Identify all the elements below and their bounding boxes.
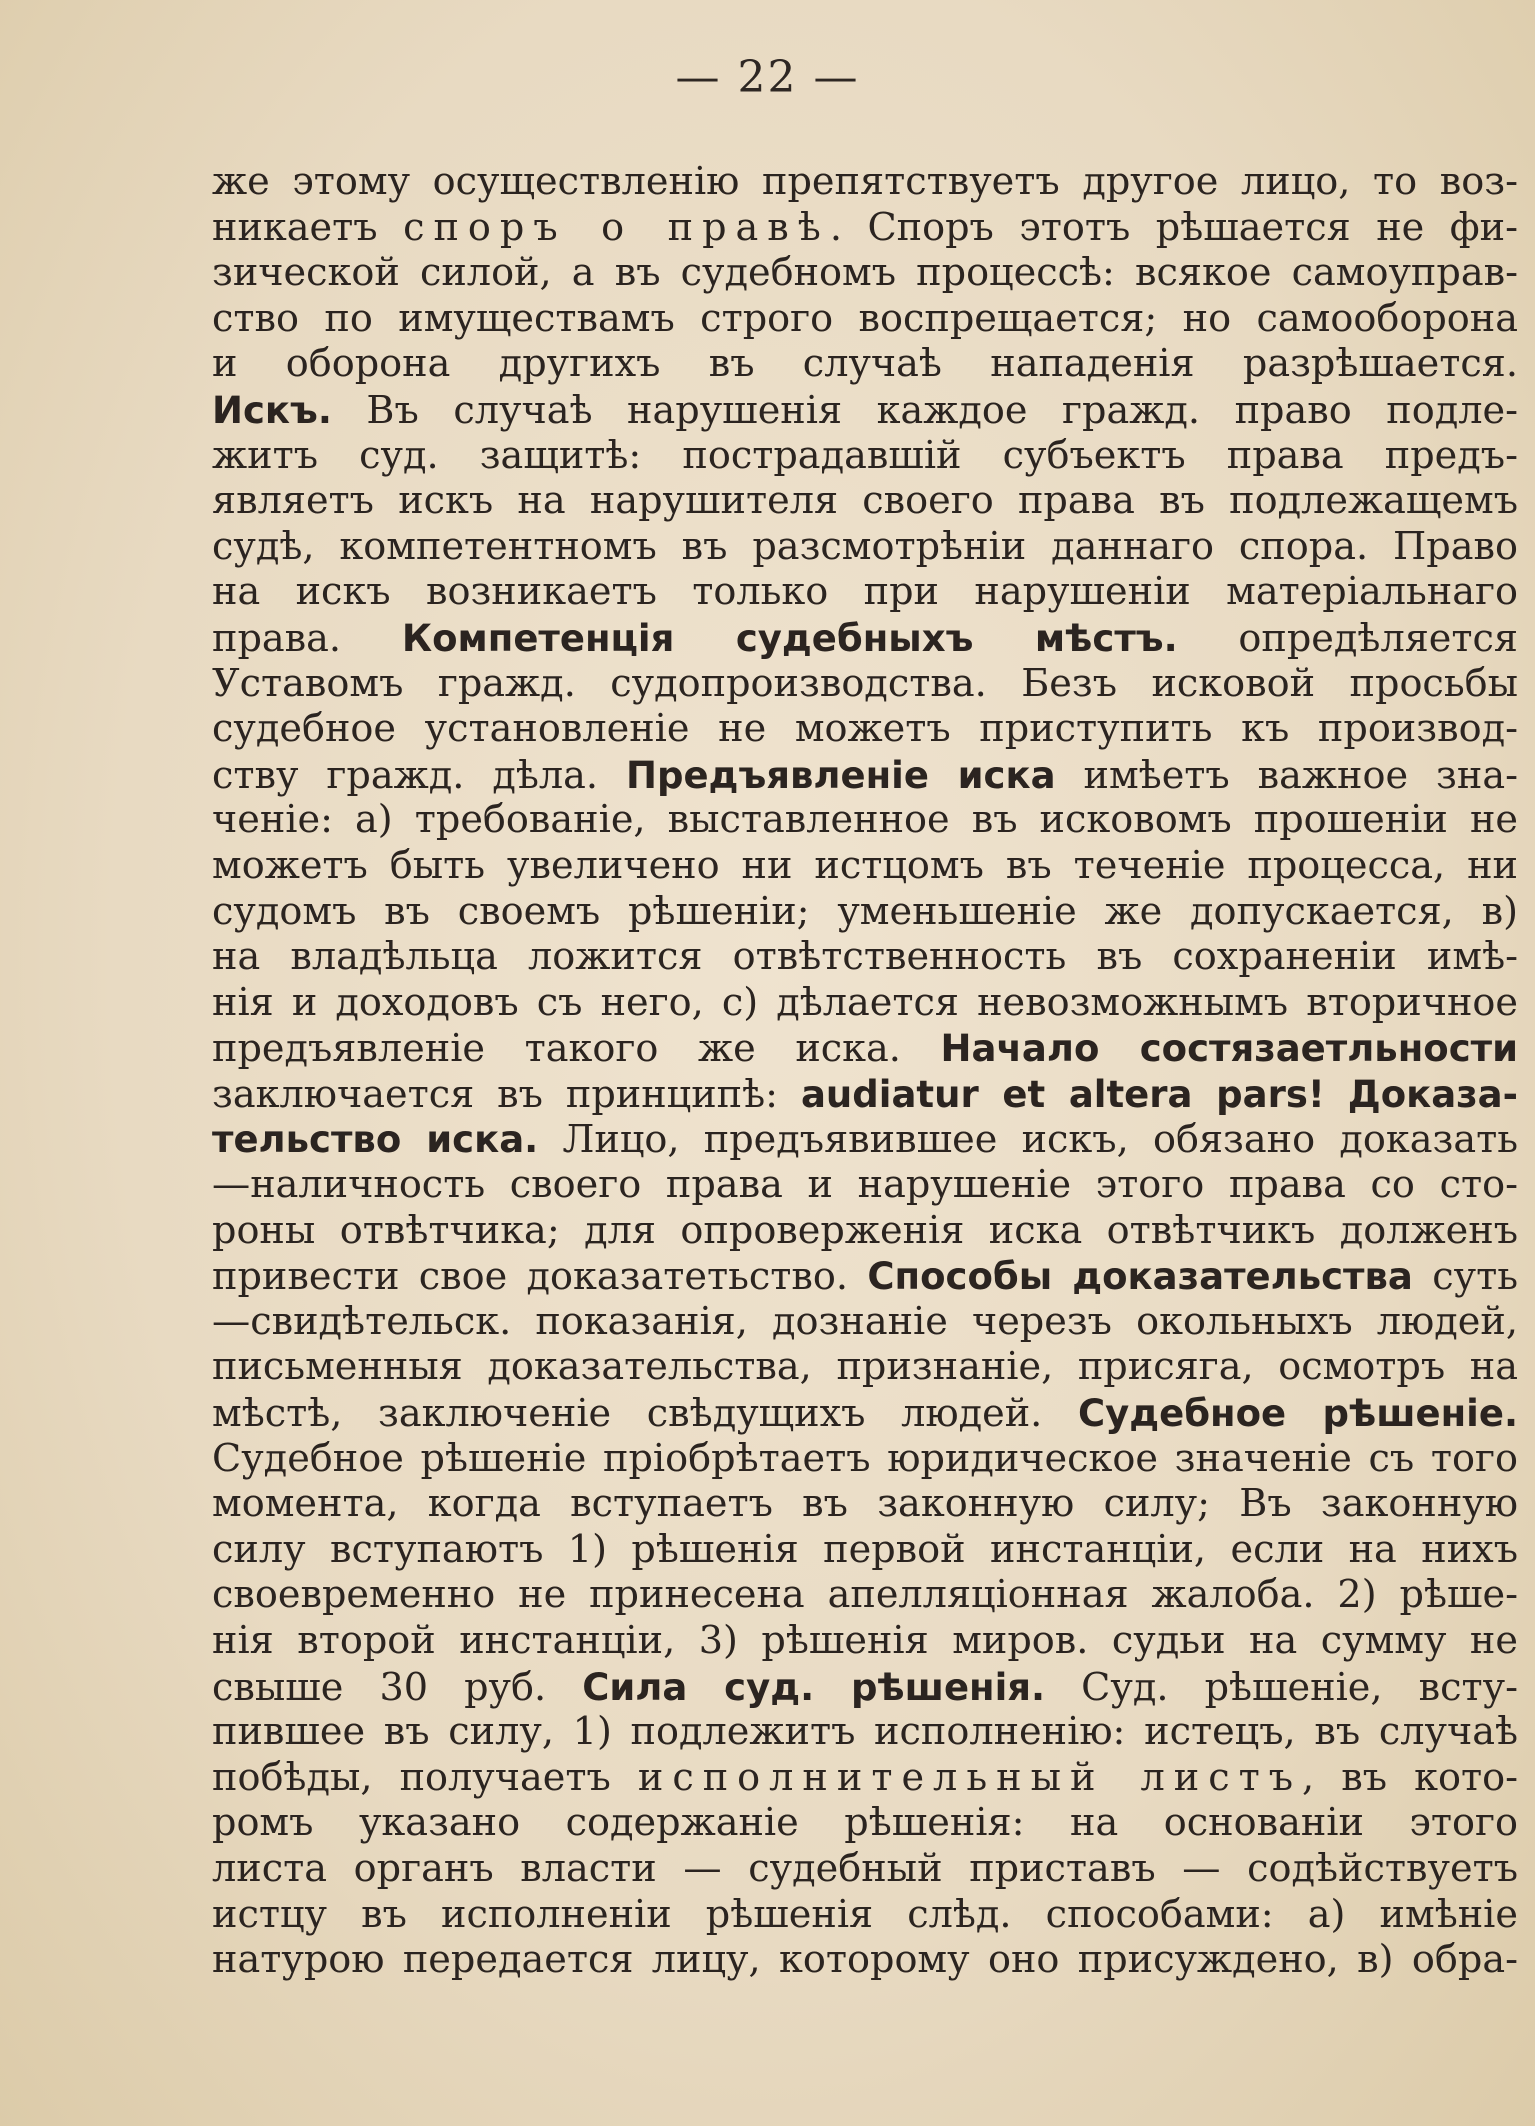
text-line	[212, 297, 1518, 343]
text-line	[212, 1026, 1518, 1072]
bold-heading-span: Способы доказательства	[867, 1255, 1413, 1299]
text-line	[212, 707, 1518, 753]
text-span: никаетъ	[212, 205, 404, 250]
text-span: —наличность своего права и нарушеніе этого права со сто-	[212, 1163, 1518, 1208]
text-line	[212, 844, 1518, 890]
text-span	[1325, 1073, 1348, 1117]
text-span: истцу въ исполненіи рѣшенія слѣд. способами: а) имѣніе	[212, 1892, 1518, 1937]
text-line	[212, 1254, 1518, 1300]
text-line	[212, 1528, 1518, 1574]
text-line	[212, 1710, 1518, 1756]
bold-heading-span: Сила суд. рѣшенія.	[582, 1665, 1046, 1709]
text-span: привести свое доказатетьство.	[212, 1255, 868, 1300]
text-line	[212, 1938, 1518, 1984]
bold-heading-span: Искъ.	[212, 388, 332, 432]
text-span: силу вступаютъ 1) рѣшенія первой инстанціи, если на нихъ	[212, 1527, 1518, 1572]
text-span: судомъ въ своемъ рѣшеніи; уменьшеніе же допускается, в)	[212, 889, 1518, 934]
text-line	[212, 160, 1518, 206]
text-span: —свидѣтельск. показанія, дознаніе черезъ окольныхъ людей,	[212, 1299, 1518, 1344]
text-span: имѣетъ важное зна-	[1055, 753, 1518, 798]
bold-heading-span: тельство иска.	[212, 1118, 539, 1162]
text-span: Лицо, предъявившее искъ, обязано доказать	[538, 1118, 1518, 1163]
bold-heading-span: Начало состязаетльности	[940, 1027, 1518, 1071]
text-line	[212, 1163, 1518, 1209]
text-span: опредѣляется	[1177, 616, 1518, 661]
text-line	[212, 206, 1518, 252]
bold-heading-span: Доказа-	[1347, 1072, 1519, 1116]
text-span: своевременно не принесена апелляціонная жалоба. 2) рѣше-	[212, 1573, 1518, 1618]
text-line	[212, 434, 1518, 480]
text-span: свыше 30 руб.	[212, 1665, 583, 1710]
text-line	[212, 1801, 1518, 1847]
text-line	[212, 1893, 1518, 1939]
text-span: права.	[212, 616, 402, 661]
text-span: судѣ, компетентномъ въ разсмотрѣніи даннаго спора. Право	[212, 524, 1518, 569]
text-span: ромъ указано содержаніе рѣшенія: на основаніи этого	[212, 1801, 1518, 1846]
spaced-term-span: споръ о правѣ	[403, 205, 830, 250]
text-line	[212, 798, 1518, 844]
text-line	[212, 662, 1518, 708]
text-span: являетъ искъ на нарушителя своего права въ подлежащемъ	[212, 479, 1518, 524]
text-line	[212, 525, 1518, 571]
text-line	[212, 1619, 1518, 1665]
text-span: мѣстѣ, заключеніе свѣдущихъ людей.	[212, 1392, 1078, 1437]
text-line	[212, 388, 1518, 434]
text-span: письменныя доказательства, признаніе, присяга, осмотръ на	[212, 1345, 1518, 1390]
bold-heading-span: Компетенція судебныхъ мѣстъ.	[401, 616, 1178, 660]
text-line	[212, 479, 1518, 525]
text-line	[212, 935, 1518, 981]
bold-heading-span: Судебное рѣшеніе.	[1077, 1392, 1518, 1436]
text-span: натурою передается лицу, которому оно присуждено, в) обра-	[212, 1938, 1518, 1983]
spaced-term-span: исполнительный листъ	[637, 1755, 1303, 1800]
text-line	[212, 1117, 1518, 1163]
text-line	[212, 1437, 1518, 1483]
bold-heading-span: Предъявленіе иска	[626, 753, 1056, 797]
text-span: зической силой, а въ судебномъ процессѣ: всякое самоуправ-	[212, 251, 1518, 296]
text-span: пившее въ силу, 1) подлежитъ исполненію: истецъ, въ случаѣ	[212, 1710, 1518, 1755]
text-line	[212, 1391, 1518, 1437]
text-line	[212, 981, 1518, 1027]
text-span: Въ случаѣ нарушенія каждое гражд. право подле-	[331, 388, 1518, 433]
text-line	[212, 1345, 1518, 1391]
text-line	[212, 570, 1518, 616]
text-span: ченіе: а) требованіе, выставленное въ исковомъ прошеніи не	[212, 798, 1518, 843]
text-span: заключается въ принципѣ:	[212, 1072, 801, 1117]
text-line	[212, 1756, 1518, 1802]
bold-heading-span: audiatur et altera pars!	[800, 1072, 1325, 1116]
text-span: ство по имуществамъ строго воспрещается; но самооборона	[212, 296, 1518, 341]
text-span: ству гражд. дѣла.	[212, 753, 627, 798]
text-span: можетъ быть увеличено ни истцомъ въ теченіе процесса, ни	[212, 843, 1518, 888]
text-span: роны отвѣтчика; для опроверженія иска отвѣтчикъ долженъ	[212, 1208, 1518, 1253]
text-line	[212, 342, 1518, 388]
text-span: на искъ возникаетъ только при нарушеніи матеріальнаго	[212, 570, 1518, 615]
text-span: нія и доходовъ съ него, с) дѣлается невозможнымъ вторичное	[212, 980, 1518, 1025]
body-text	[212, 160, 1518, 1984]
text-span: Суд. рѣшеніе, всту-	[1045, 1665, 1518, 1710]
text-line	[212, 1209, 1518, 1255]
text-span: же этому осуществленію препятствуетъ другое лицо, то воз-	[212, 160, 1518, 204]
text-line	[212, 1072, 1518, 1118]
text-span: предъявленіе такого же иска.	[212, 1027, 941, 1072]
text-span: Судебное рѣшеніе пріобрѣтаетъ юридическое значеніе съ того	[212, 1436, 1518, 1481]
page-number: — 22 —	[675, 52, 860, 103]
text-span: Уставомъ гражд. судопроизводства. Безъ исковой просьбы	[212, 661, 1518, 706]
text-span: на владѣльца ложится отвѣтственность въ сохраненіи имѣ-	[212, 935, 1518, 980]
text-line	[212, 1847, 1518, 1893]
text-line	[212, 890, 1518, 936]
text-span: . Споръ этотъ рѣшается не фи-	[829, 205, 1518, 250]
text-line	[212, 1482, 1518, 1528]
text-span: момента, когда вступаетъ въ законную силу; Въ законную	[212, 1482, 1518, 1527]
text-line	[212, 1665, 1518, 1711]
text-line	[212, 1573, 1518, 1619]
text-line	[212, 616, 1518, 662]
text-span: житъ суд. защитѣ: пострадавшій субъектъ права предъ-	[212, 433, 1518, 478]
text-span: судебное установленіе не можетъ приступить къ производ-	[212, 707, 1518, 752]
text-span: суть	[1412, 1255, 1518, 1300]
text-span: листа органъ власти — судебный приставъ — содѣйствуетъ	[212, 1846, 1518, 1891]
text-span: побѣды, получаетъ	[212, 1755, 638, 1800]
text-line	[212, 1300, 1518, 1346]
text-span: и оборона другихъ въ случаѣ нападенія разрѣшается.	[212, 342, 1518, 387]
text-line	[212, 251, 1518, 297]
text-line	[212, 753, 1518, 799]
text-span: , въ кото-	[1302, 1755, 1518, 1800]
text-span: нія второй инстанціи, 3) рѣшенія миров. судьи на сумму не	[212, 1619, 1518, 1663]
